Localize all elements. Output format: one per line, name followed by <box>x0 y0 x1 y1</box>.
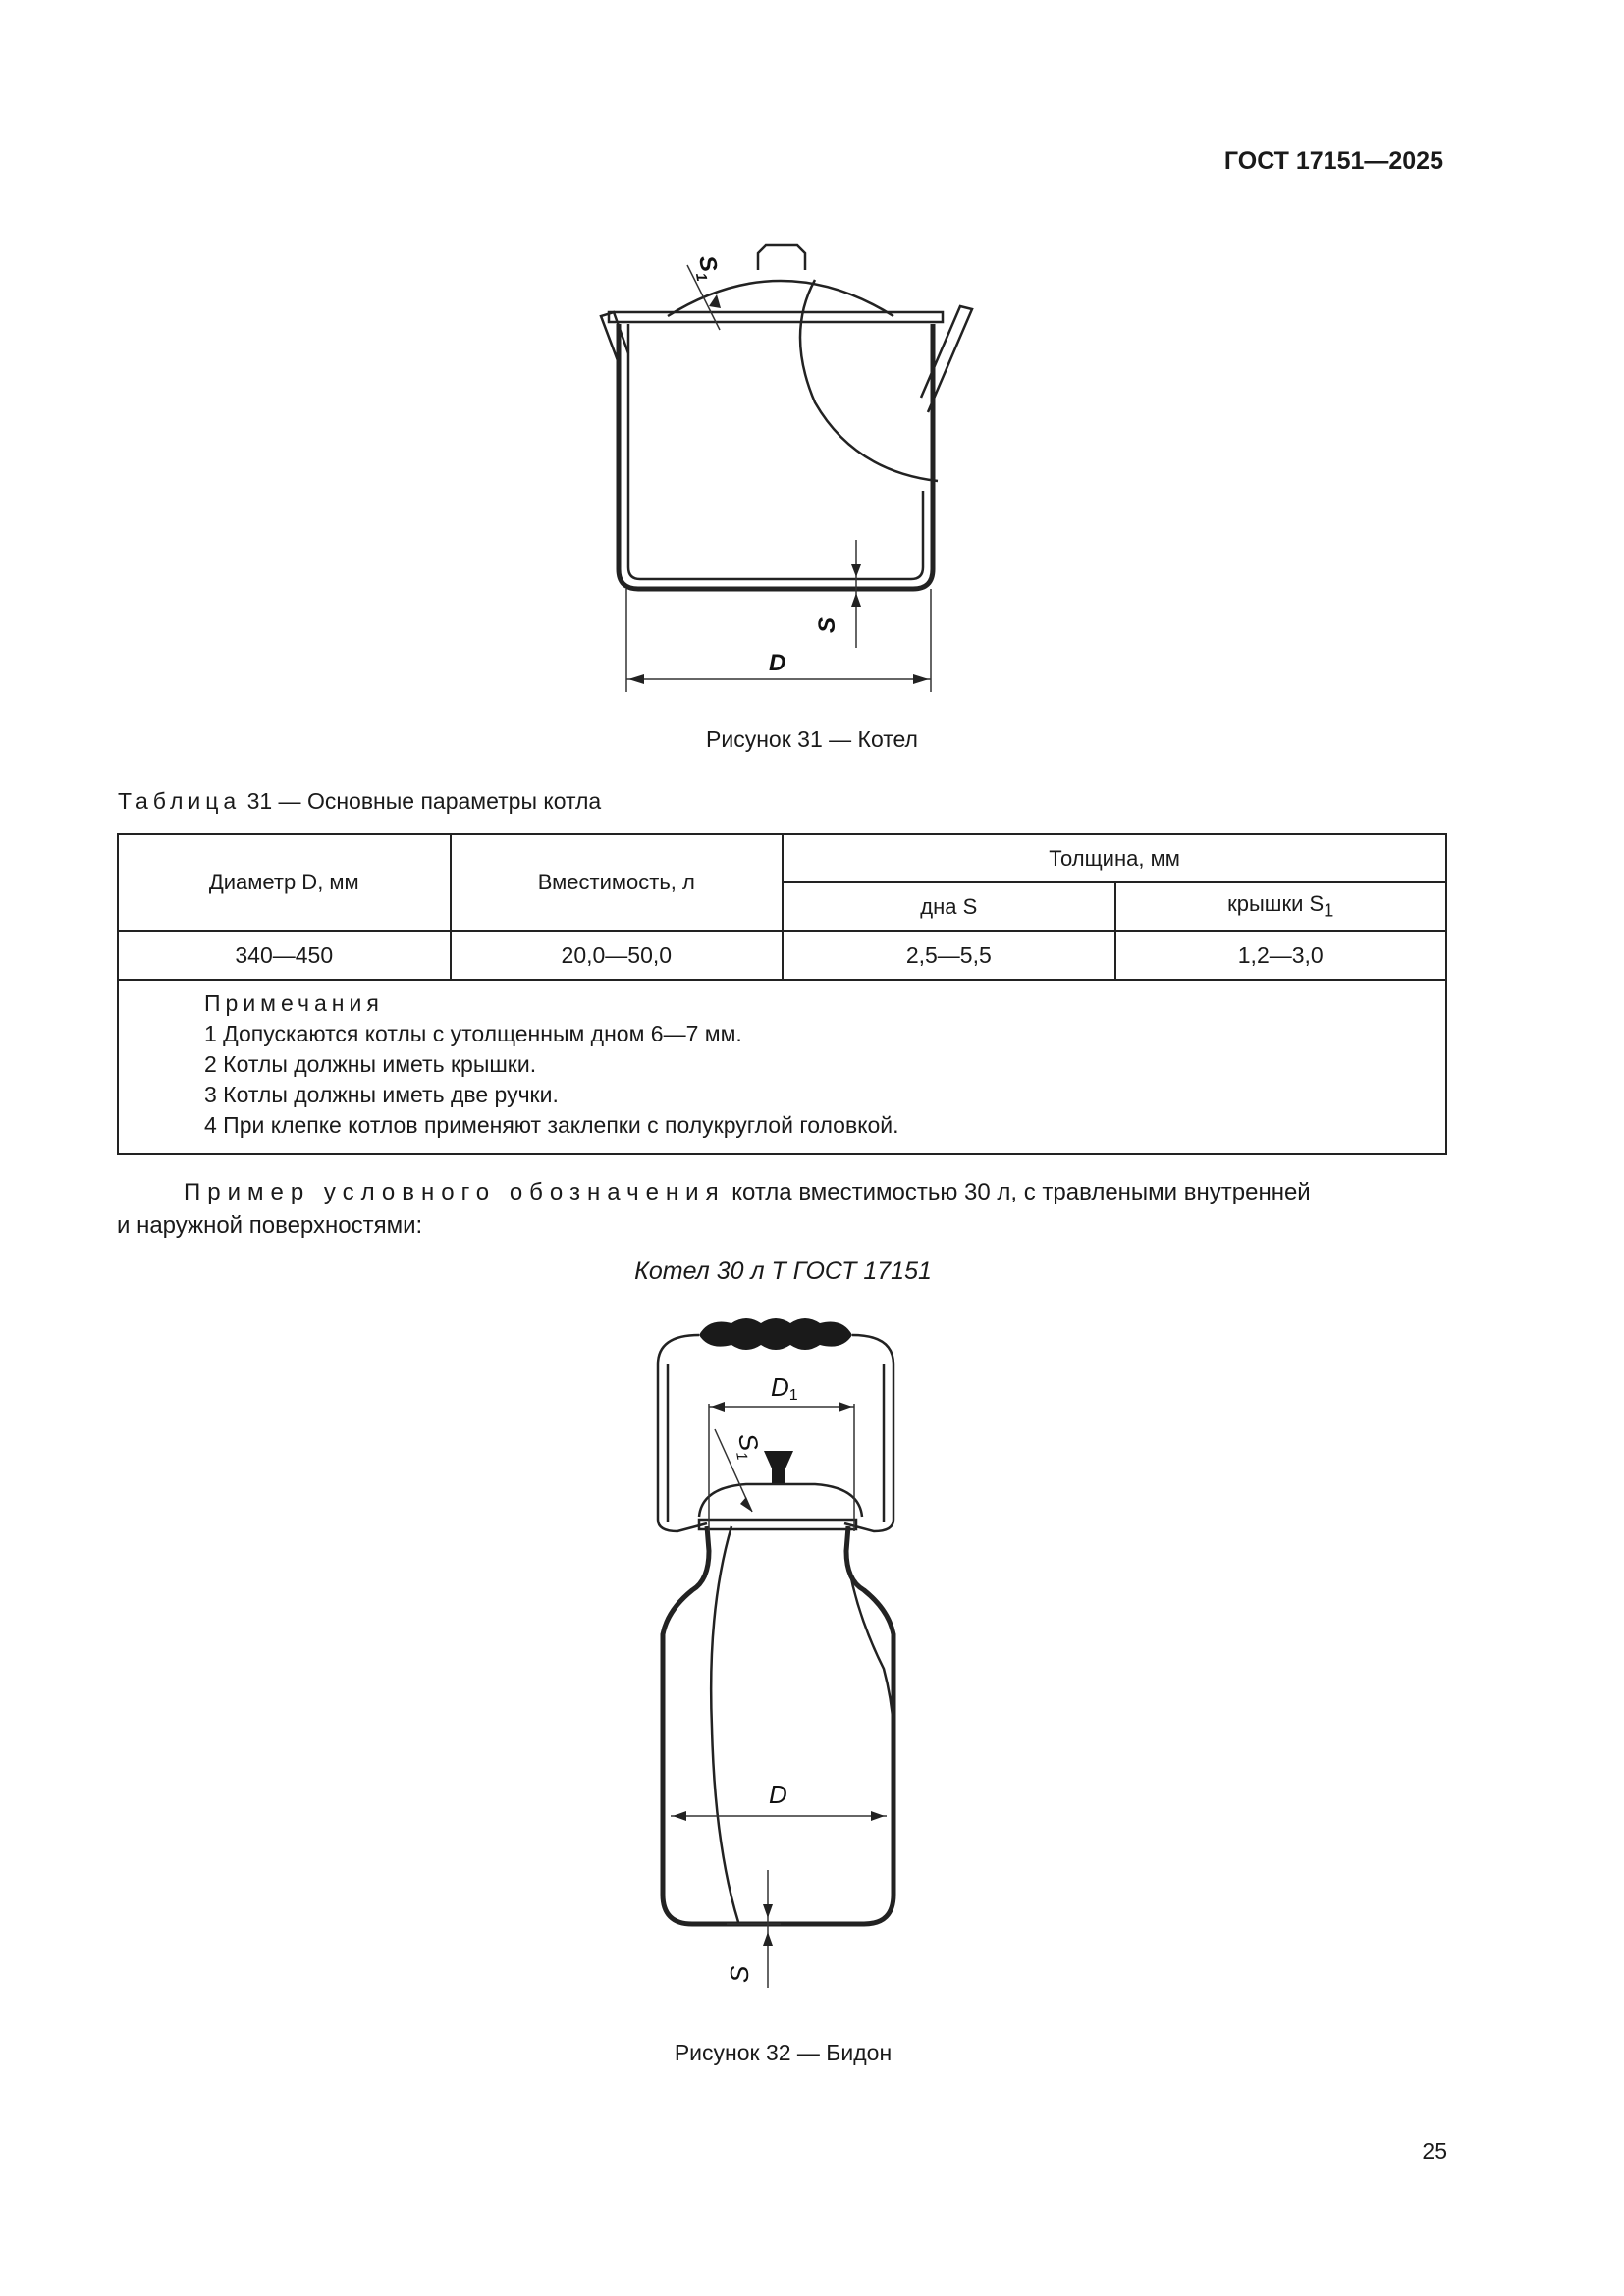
designation-example-paragraph: Пример условного обозначения котла вместимостью 30 л, с травлеными внутренней и наружной поверхностями: <box>117 1179 1311 1239</box>
bail-handle-right <box>844 1335 893 1531</box>
cell-diameter: 340—450 <box>118 931 451 980</box>
d-label: D <box>769 1780 787 1809</box>
d-label: D <box>769 650 786 676</box>
can-body <box>663 1526 893 1924</box>
table-notes <box>118 980 1446 1154</box>
s-label: S <box>725 1965 754 1983</box>
lid-knob <box>758 245 805 270</box>
note-item: 1 Допускаются котлы с утолщенным дном 6—7 мм. <box>204 1021 742 1046</box>
notes-heading: Примечания <box>204 990 384 1016</box>
pot-body <box>619 324 933 589</box>
standard-code: ГОСТ 17151—2025 <box>1223 147 1443 175</box>
figure-31-pot-drawing <box>569 226 1001 697</box>
s1-label: $S_1$ <box>691 253 723 283</box>
neck-ring <box>699 1520 856 1529</box>
cutaway-line-left <box>711 1526 738 1922</box>
s1-label: S1 <box>732 1430 765 1462</box>
note-item: 3 Котлы должны иметь две ручки. <box>204 1082 559 1107</box>
page-number: 25 <box>1422 2138 1447 2163</box>
header-bottom: дна S <box>783 882 1114 931</box>
figure-32-caption: Рисунок 32 — Бидон <box>674 2040 893 2065</box>
figure-32-can-drawing <box>628 1306 923 2022</box>
lid <box>699 1484 862 1517</box>
cutaway-line <box>800 280 938 481</box>
figure-31-caption: Рисунок 31 — Котел <box>706 726 918 752</box>
header-lid: крышки $S_1$ <box>1115 882 1447 931</box>
table-31 <box>117 833 1447 1155</box>
pot-inner-wall <box>628 324 923 579</box>
note-item: 2 Котлы должны иметь крышки. <box>204 1051 537 1077</box>
lid-knob <box>764 1451 793 1468</box>
header-capacity: Вместимость, л <box>451 834 784 931</box>
cell-capacity: 20,0—50,0 <box>451 931 784 980</box>
designation-example: Котел 30 л Т ГОСТ 17151 <box>634 1257 932 1285</box>
lid-dome <box>668 281 893 316</box>
bail-handle-left <box>658 1335 707 1531</box>
left-handle <box>601 312 628 363</box>
rim <box>609 312 943 322</box>
d1-label: D1 <box>771 1372 798 1404</box>
header-diameter: Диаметр D, мм <box>118 834 451 931</box>
note-item: 4 При клепке котлов применяют заклепки с полукруглой головкой. <box>204 1112 899 1138</box>
table-31-title: Таблица 31 — Основные параметры котла <box>118 788 602 814</box>
s-label: S <box>814 616 840 633</box>
handle-grip <box>699 1318 852 1350</box>
header-thickness: Толщина, мм <box>783 834 1446 882</box>
cell-bottom: 2,5—5,5 <box>783 931 1114 980</box>
cell-lid: 1,2—3,0 <box>1115 931 1447 980</box>
table-row <box>118 931 1446 980</box>
